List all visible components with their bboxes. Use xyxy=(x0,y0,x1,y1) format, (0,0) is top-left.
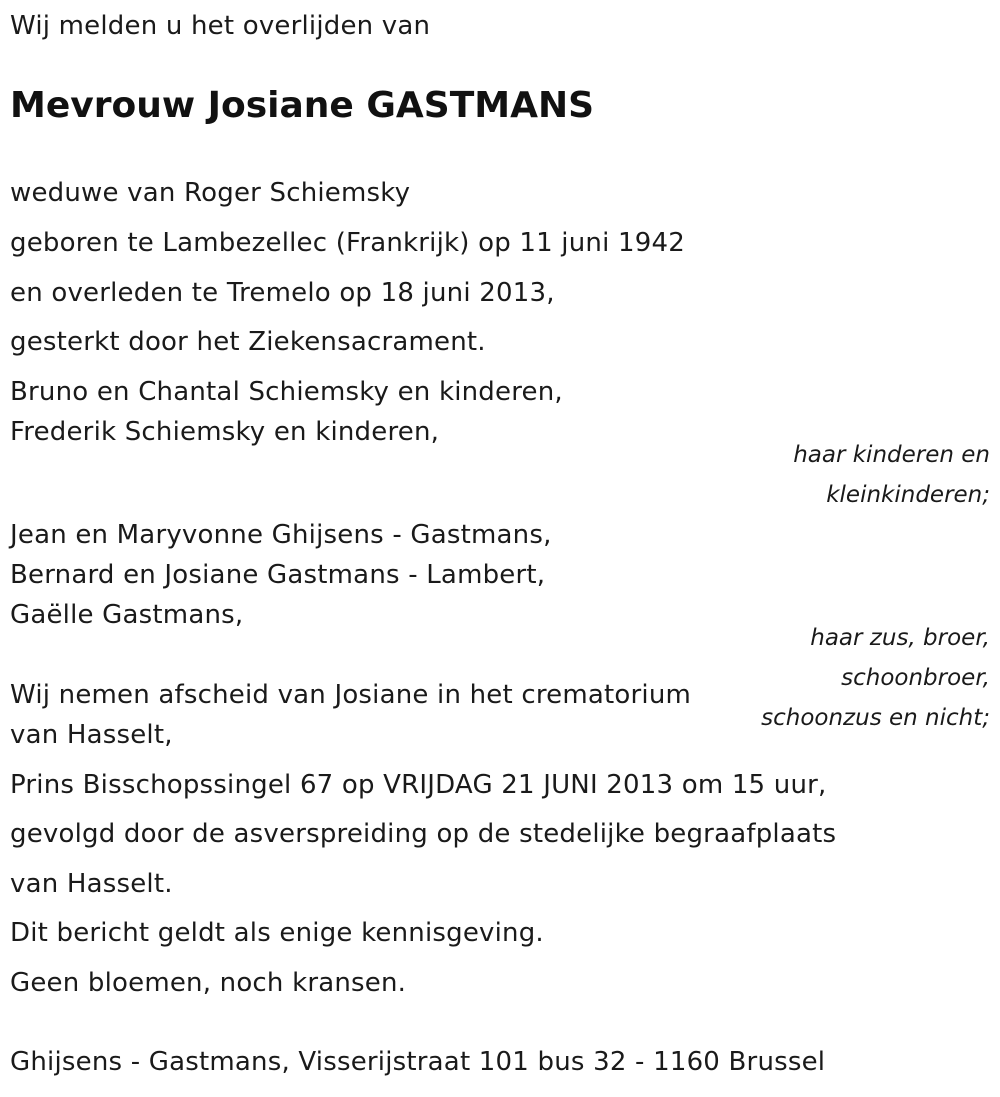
note-announcement: Dit bericht geldt als enige kennisgeving. xyxy=(10,918,544,948)
sibling-name-1: Jean en Maryvonne Ghijsens - Gastmans, xyxy=(10,520,552,550)
children-relation-line-2: kleinkinderen; xyxy=(826,482,990,508)
detail-born: geboren te Lambezellec (Frankrijk) op 11 juni 1942 xyxy=(10,228,685,258)
detail-widow: weduwe van Roger Schiemsky xyxy=(10,178,411,208)
note-no-flowers: Geen bloemen, noch kransen. xyxy=(10,968,407,998)
siblings-relation-line-3: schoonzus en nicht; xyxy=(761,705,990,731)
siblings-relation-line-2: schoonbroer, xyxy=(841,665,990,691)
children-relation-line-1: haar kinderen en xyxy=(793,442,990,468)
deceased-name: Mevrouw Josiane GASTMANS xyxy=(10,85,595,126)
ceremony-line-1: Wij nemen afscheid van Josiane in het crematorium xyxy=(10,680,692,710)
detail-died: en overleden te Tremelo op 18 juni 2013, xyxy=(10,278,555,308)
detail-sacrament: gesterkt door het Ziekensacrament. xyxy=(10,327,486,357)
ceremony-line-5: van Hasselt. xyxy=(10,869,173,899)
children-name-2: Frederik Schiemsky en kinderen, xyxy=(10,417,440,447)
siblings-relation-line-1: haar zus, broer, xyxy=(810,625,990,651)
ceremony-line-2: van Hasselt, xyxy=(10,720,173,750)
ceremony-line-4: gevolgd door de asverspreiding op de stedelijke begraafplaats xyxy=(10,819,837,849)
children-name-1: Bruno en Chantal Schiemsky en kinderen, xyxy=(10,377,563,407)
intro-text: Wij melden u het overlijden van xyxy=(10,11,431,41)
sibling-name-3: Gaëlle Gastmans, xyxy=(10,600,244,630)
contact-address: Ghijsens - Gastmans, Visserijstraat 101 bus 32 - 1160 Brussel xyxy=(10,1047,826,1077)
sibling-name-2: Bernard en Josiane Gastmans - Lambert, xyxy=(10,560,546,590)
ceremony-line-3: Prins Bisschopssingel 67 op VRIJDAG 21 JUNI 2013 om 15 uur, xyxy=(10,770,827,800)
